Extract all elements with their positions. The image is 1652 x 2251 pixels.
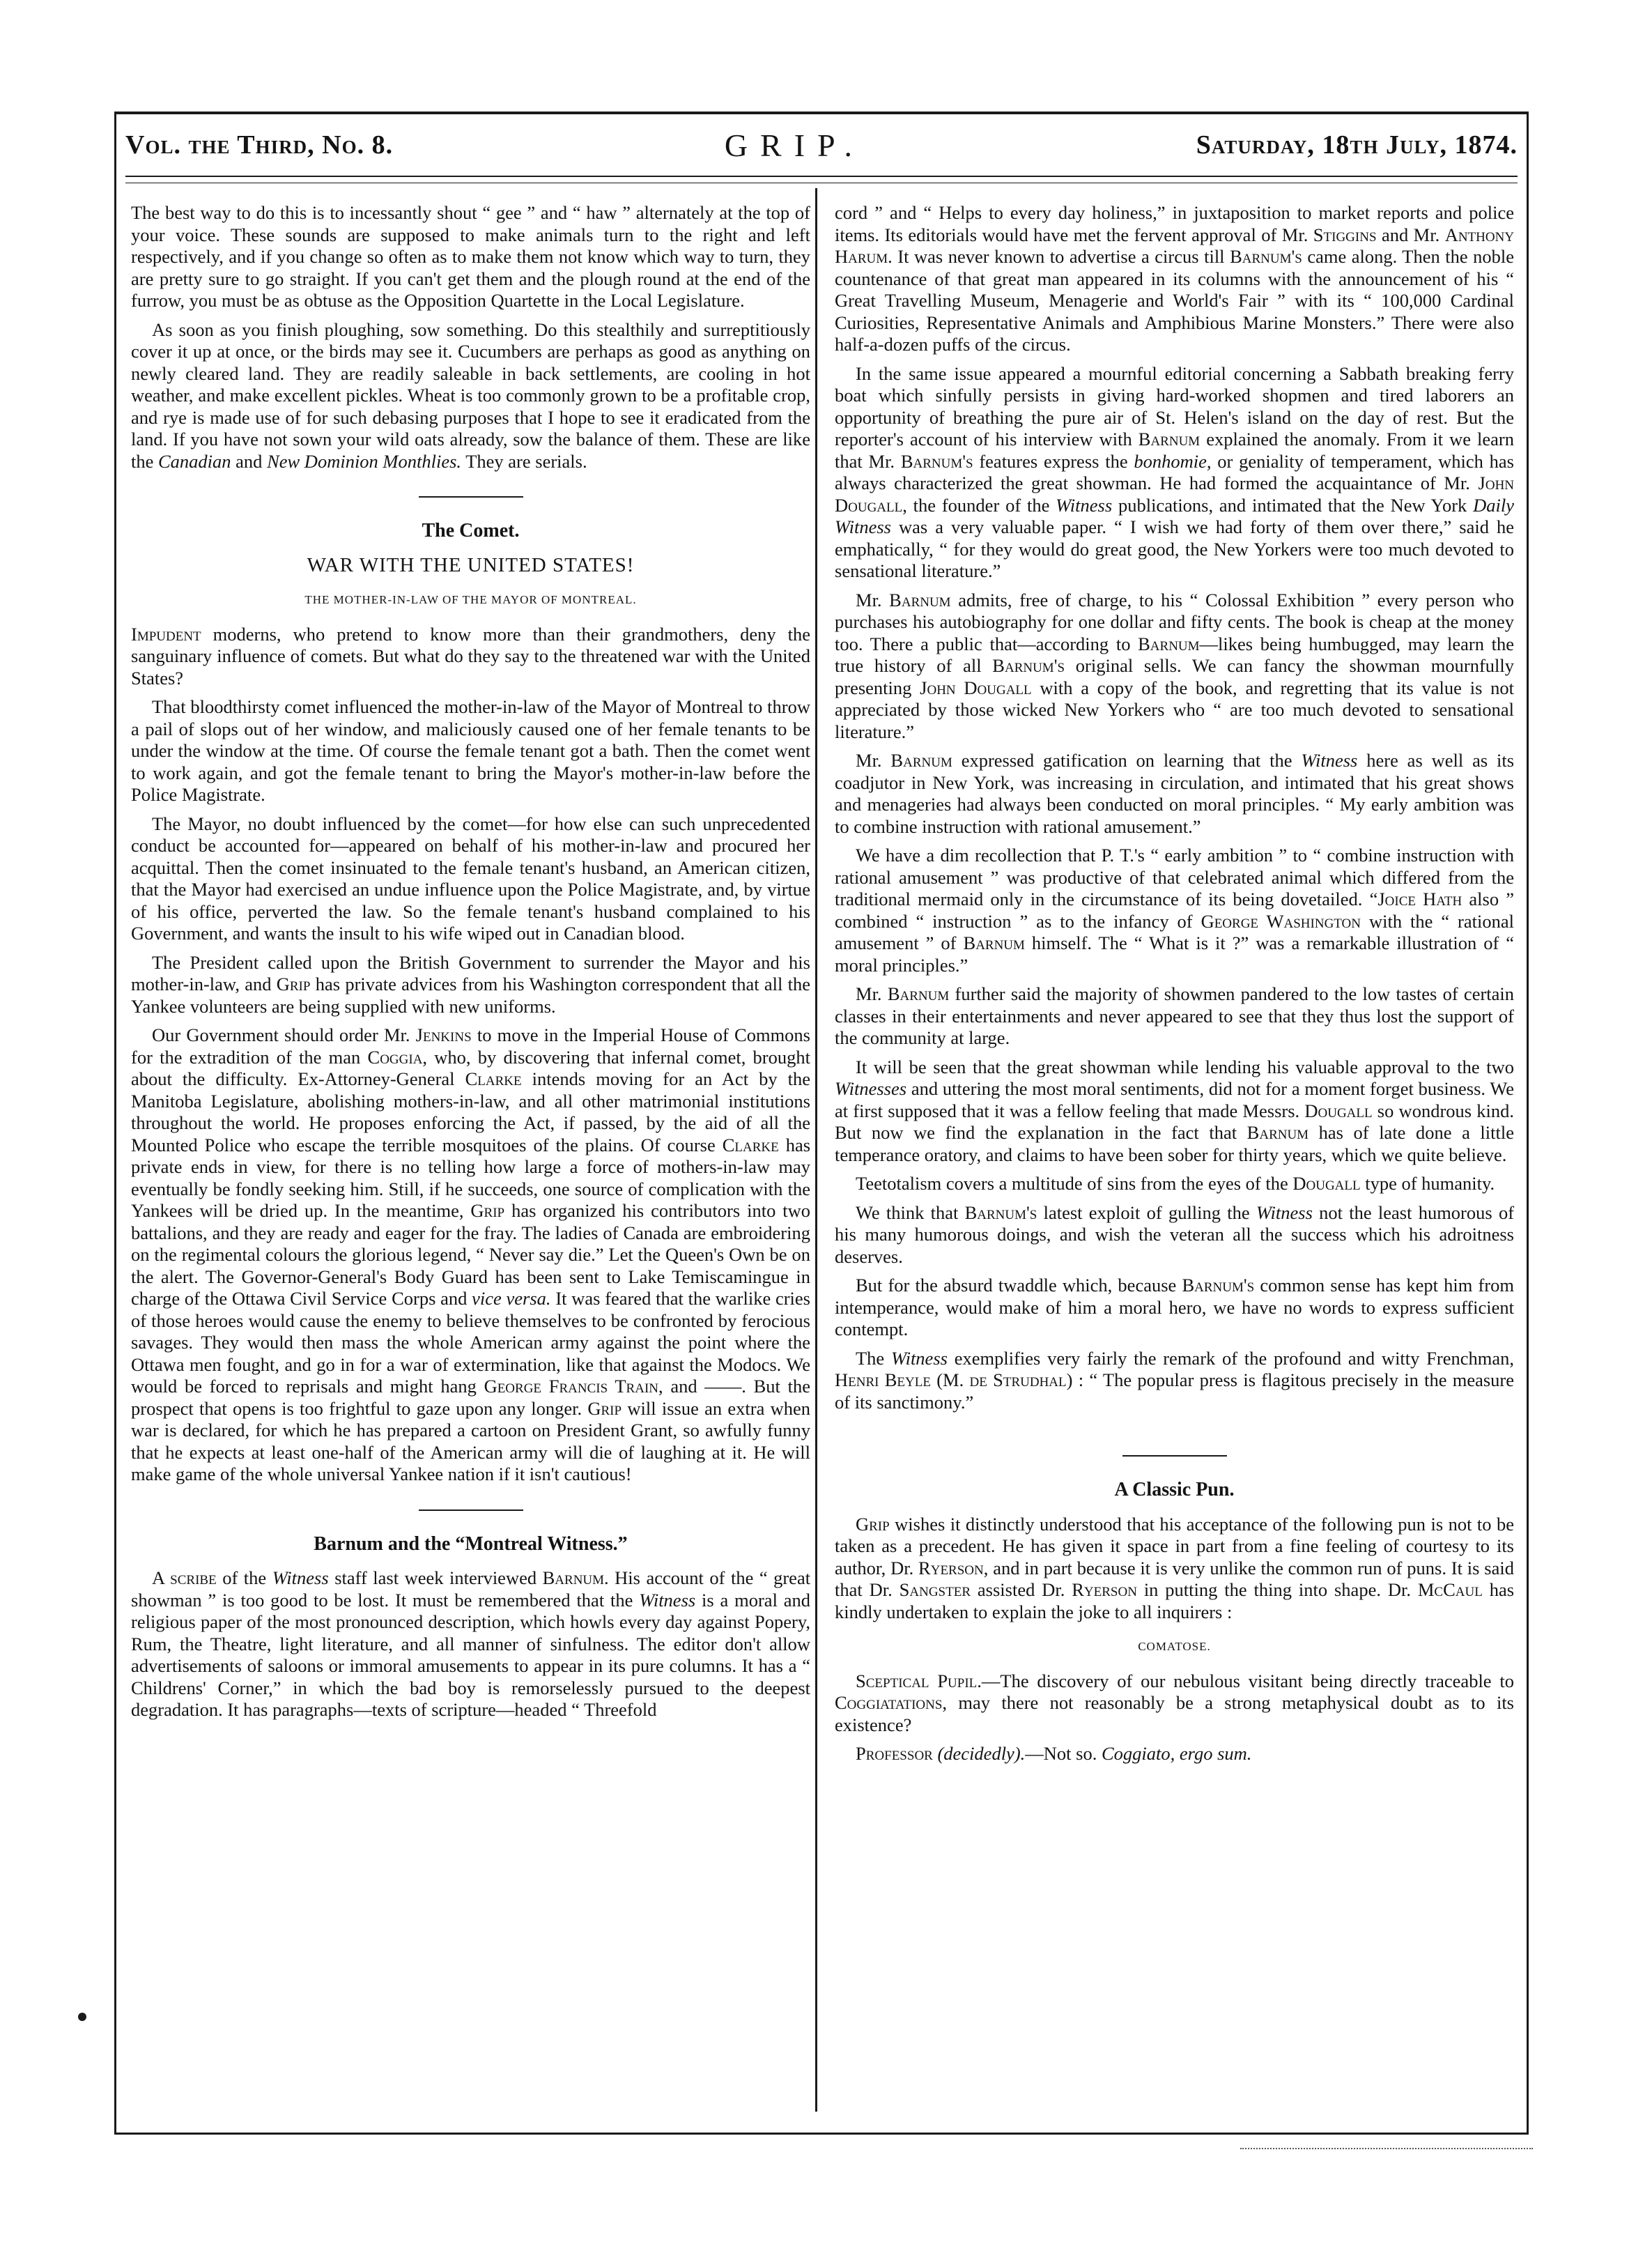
paragraph: Sceptical Pupil.—The discovery of our nebulous visitant being directly traceable to Coggiatations, may there not reasonably be a strong metaphysical doubt as to its existence? <box>835 1670 1514 1735</box>
paragraph: That bloodthirsty comet influenced the mother-in-law of the Mayor of Montreal to throw a pail of slops out of her window, and maliciously caused one of her female tenants to be under the window at the time. Of course the female tenant got a bath. Then the comet went to work again, and got the female tenant to bring the Mayor's mother-in-law before the Police Magistrate. <box>131 696 810 805</box>
paragraph: Professor (decidedly).—Not so. Coggiato, ergo sum. <box>856 1743 1252 1764</box>
left-column <box>131 202 810 1728</box>
paragraph: We think that Barnum's latest exploit of gulling the Witness not the least humorous of his many humorous doings, and wish the veteran all the success which his adroitness deserves. <box>835 1201 1515 1267</box>
paragraph: The best way to do this is to incessantly shout “ gee ” and “ haw ” alternately at the top of your voice. These sounds are supposed to make animals turn to the right and left respectively, and if you change so often as to make them not know which way to turn, they are pretty sure to go straight. If you can't get them and the plough round at the end of the furrow, you must be as obtuse as the Opposition Quartette in the Local Legislature. <box>131 202 810 311</box>
issue-date: Saturday, 18th July, 1874. <box>1196 130 1518 160</box>
section-divider <box>1122 1455 1227 1457</box>
article-kicker: THE MOTHER-IN-LAW OF THE MAYOR OF MONTREAL. <box>304 593 637 606</box>
paragraph: Impudent moderns, who pretend to know more than their grandmothers, deny the sanguinary influence of comets. But what do they say to the threatened war with the United States? <box>131 623 811 689</box>
section-divider <box>419 496 523 498</box>
paragraph: The Witness exemplifies very fairly the remark of the profound and witty Frenchman, Henri Beyle (M. de Strudhal) : “ The popular press is flagitous precisely in the measure of its sanctimony.” <box>835 1347 1515 1413</box>
paragraph: Teetotalism covers a multitude of sins from the eyes of the Dougall type of humanity. <box>856 1173 1495 1194</box>
margin-mark <box>78 2013 86 2021</box>
paragraph: Our Government should order Mr. Jenkins to move in the Imperial House of Commons for the extradition of the man Coggia, who, by discovering that infernal comet, brought about the difficulty. Ex-Attorney-General Clarke intends moving for an Act by the Manitoba Legislature, abolishing mothers-in-law, and all other matrimonial institutions throughout the world. He proposes enforcing the Act, if passed, by the aid of all the Mounted Police who escape the terrible mosquitoes of the plains. Of course Clarke has private ends in view, for there is no telling how large a force of mothers-in-law may eventually be fondly seeking him. Still, if he succeeds, one source of complication with the Yankees will be dried up. In the meantime, Grip has organized his contributors into two battalions, and they are ready and eager for the fray. The ladies of Canada are embroidering on the regimental colours the glorious legend, “ Never say die.” Let the Queen's Own be on the alert. The Governor-General's Body Guard has been sent to Lake Temiscamingue in charge of the Ottawa Civil Service Corps and vice versa. It was feared that the warlike cries of those heroes would cause the enemy to believe themselves to be confronted by ferocious savages. They would then mass the whole American army against the point where the Ottawa men fought, and go in for a war of extermination, like that against the Modocs. We would be forced to reprisals and might hang George Francis Train, and ——. But the prospect that opens is too frightful to gaze upon any longer. Grip will issue an extra when war is declared, for which he has prepared a cartoon on President Grant, so awfully funny that he expects at least one-half of the American army will die of laughing at it. He will make game of the whole universal Yankee nation if it isn't cautious! <box>131 1024 811 1484</box>
paragraph: It will be seen that the great showman while lending his valuable approval to the two Witnesses and uttering the most moral sentiments, did not for a moment forget business. We at first supposed that it was a fellow feeling that made Messrs. Dougall so wondrous kind. But now we find the explanation in the fact that Barnum has of late done a little temperance oratory, and claims to have been sober for thirty years, which we quite believe. <box>835 1056 1515 1165</box>
paragraph: The Mayor, no doubt influenced by the comet—for how else can such unprecedented conduct be accounted for—appeared on behalf of his mother-in-law and procured her acquittal. Then the comet insinuated to the female tenant's husband, an American citizen, that the Mayor had exercised an undue influence upon the Police Magistrate, and, by virtue of his office, perverted the law. So the female tenant's husband complained to his Government, and wants the insult to his wife wiped out in Canadian blood. <box>131 813 810 944</box>
paragraph: But for the absurd twaddle which, because Barnum's common sense has kept him from intemperance, would make of him a moral hero, we have no words to express sufficient contempt. <box>835 1275 1515 1339</box>
volume-number: Vol. the Third, No. 8. <box>125 130 394 160</box>
article-subtitle: WAR WITH THE UNITED STATES! <box>307 553 635 576</box>
article-title-comet: The Comet. <box>422 520 520 541</box>
paragraph: Mr. Barnum expressed gatification on learning that the Witness here as well as its coadjutor in New York, was increasing in circulation, and intimated that his great shows and menageries had always been conducted on moral principles. “ My early ambition was to combine instruction with rational amusement.” <box>835 750 1515 837</box>
paragraph: In the same issue appeared a mournful editorial concerning a Sabbath breaking ferry boat which sinfully persists in giving hard-worked shopmen and tired laborers an opportunity of breathing the pure air of St. Helen's island on the day of rest. But the reporter's account of his interview with Barnum explained the anomaly. From it we learn that Mr. Barnum's features express the bonhomie, or geniality of temperament, which has always characterized the great showman. He had formed the acquaintance of Mr. John Dougall, the founder of the Witness publications, and intimated that the New York Daily Witness was a very valuable paper. “ I wish we had forty of them over there,” said he emphatically, “ for they would do great good, the New Yorkers were too much devoted to sensational literature.” <box>835 362 1515 581</box>
paragraph: Mr. Barnum further said the majority of showmen pandered to the low tastes of certain classes in their entertainments and never appeared to see that they thus lost the support of the community at large. <box>835 983 1515 1048</box>
masthead <box>125 124 1518 166</box>
column-divider <box>815 188 817 2112</box>
paragraph: The President called upon the British Government to surrender the Mayor and his mother-in-law, and Grip has private advices from his Washington correspondent that all the Yankee volunteers are being supplied with new uniforms. <box>131 951 811 1017</box>
paragraph: We have a dim recollection that P. T.'s “ early ambition ” to “ combine instruction with rational amusement ” was productive of that celebrated animal which differed from the traditional mermaid only in the circumstance of its being dovetailed. “Joice Hath also ” combined “ instruction ” as to the infancy of George Washington with the “ rational amusement ” of Barnum himself. The “ What is it ?” was a remarkable illustration of “ moral principles.” <box>835 845 1515 976</box>
masthead-rule <box>125 176 1518 177</box>
right-column <box>835 202 1514 1772</box>
section-divider <box>419 1509 523 1511</box>
pun-kicker: COMATOSE. <box>1138 1640 1211 1653</box>
article-title-barnum: Barnum and the “Montreal Witness.” <box>314 1532 628 1555</box>
paragraph: Mr. Barnum admits, free of charge, to his “ Colossal Exhibition ” every person who purchases his autobiography for one dollar and fifty cents. The book is cheap at the money too. There a public that—according to Barnum—likes being humbugged, may learn the true history of all Barnum's original sells. We can fancy the showman mournfully presenting John Dougall with a copy of the book, and regretting that its value is not appreciated by those wicked New Yorkers who “ are too much devoted to sensational literature.” <box>835 589 1515 742</box>
paragraph: cord ” and “ Helps to every day holiness,” in juxtaposition to market reports and police items. Its editorials would have met the fervent approval of Mr. Stiggins and Mr. Anthony Harum. It was never known to advertise a circus till Barnum's came along. Then the noble countenance of that great man appeared in its columns with the announcement of his “ Great Travelling Museum, Menagerie and World's Fair ” with its “ 100,000 Cardinal Curiosities, Representative Animals and Amphibious Marine Monsters.” There were also half-a-dozen puffs of the circus. <box>835 202 1515 355</box>
article-title-pun: A Classic Pun. <box>1114 1479 1235 1500</box>
paragraph: As soon as you finish ploughing, sow something. Do this stealthily and surreptitiously cover it up at once, or the birds may see it. Cucumbers are perhaps as good as anything on newly cleared land. They are readily saleable in back settlements, are cooling in hot weather, and make excellent pickles. Wheat is too commonly grown to be a profitable crop, and rye is made use of for such debasing purposes that I hope to see it eradicated from the land. If you have not sown your wild oats already, sow the balance of them. These are like the Canadian and New Dominion Monthlies. They are serials. <box>131 318 810 472</box>
bottom-dotted-rule <box>1240 2148 1533 2149</box>
paragraph: Grip wishes it distinctly understood that his acceptance of the following pun is not to be taken as a precedent. He has given it space in part from a fine feeling of courtesy to its author, Dr. Ryerson, and in part because it is very unlike the common run of puns. It is said that Dr. Sangster assisted Dr. Ryerson in putting the thing into shape. Dr. McCaul has kindly undertaken to explain the joke to all inquirers : <box>835 1513 1515 1622</box>
paragraph: A scribe of the Witness staff last week interviewed Barnum. His account of the “ great showman ” is too good to be lost. It must be remembered that the Witness is a moral and religious paper of the most pronounced description, which howls every day against Popery, Rum, the Theatre, light literature, and all manner of sinfulness. The editor don't allow advertisements of saloons or immoral amusements to appear in its pure columns. It has a “ Childrens' Corner,” in which the bad boy is remorselessly pursued to the deepest degradation. It has paragraphs—texts of scripture—headed “ Threefold <box>131 1567 811 1720</box>
publication-title: GRIP. <box>724 127 865 163</box>
